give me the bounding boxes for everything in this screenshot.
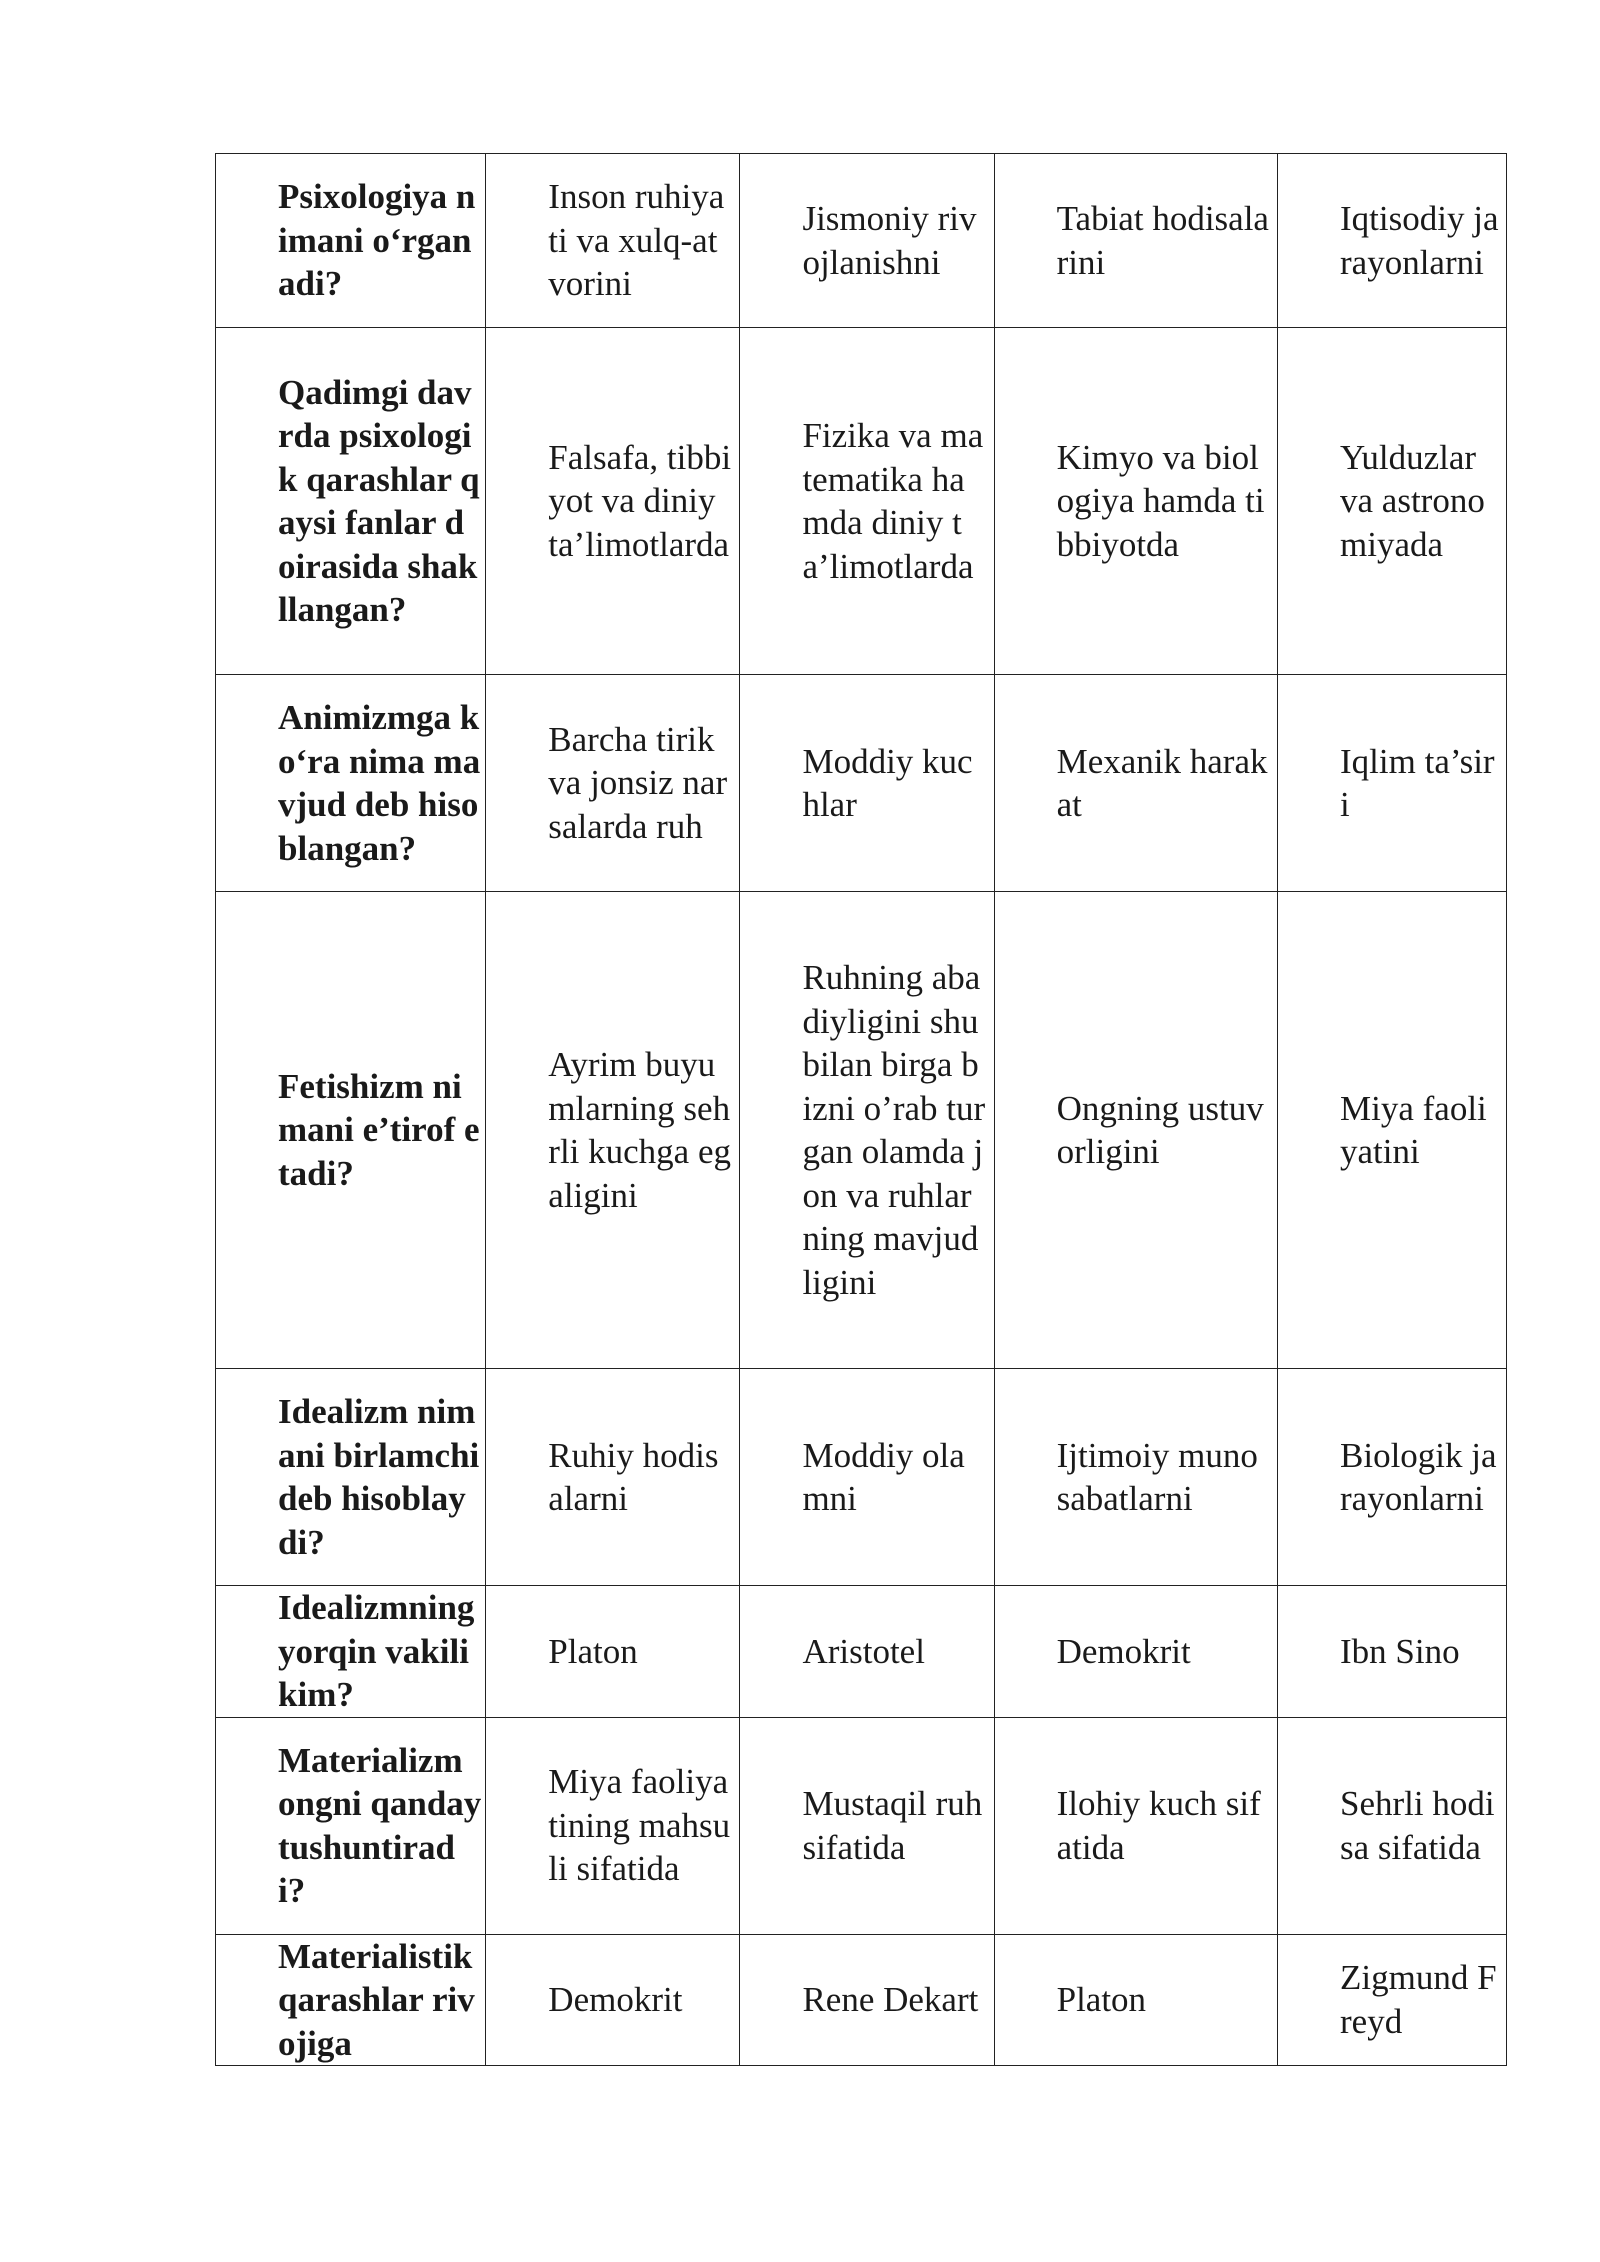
option-b-cell: Moddiy kuchlar bbox=[740, 675, 994, 892]
option-c-cell: Ongning ustuvorligini bbox=[994, 892, 1277, 1369]
table-row bbox=[216, 1369, 1507, 1586]
option-c-cell: Mexanik harakat bbox=[994, 675, 1277, 892]
option-a-cell: Demokrit bbox=[486, 1934, 740, 2066]
option-c-cell: Kimyo va biologiya hamda tibbiyotda bbox=[994, 328, 1277, 675]
option-b-cell: Mustaqil ruh sifatida bbox=[740, 1717, 994, 1934]
question-cell: Idealizmning yorqin vakili kim? bbox=[216, 1586, 486, 1718]
option-d-cell: Biologik jarayonlarni bbox=[1278, 1369, 1507, 1586]
option-a-cell: Platon bbox=[486, 1586, 740, 1718]
option-c-cell: Ilohiy kuch sifatida bbox=[994, 1717, 1277, 1934]
option-a-cell: Ruhiy hodisalarni bbox=[486, 1369, 740, 1586]
option-c-cell: Demokrit bbox=[994, 1586, 1277, 1718]
option-a-cell: Barcha tirik va jonsiz narsalarda ruh bbox=[486, 675, 740, 892]
option-a-cell: Miya faoliyatining mahsuli sifatida bbox=[486, 1717, 740, 1934]
option-d-cell: Iqlim ta’siri bbox=[1278, 675, 1507, 892]
option-d-cell: Sehrli hodisa sifatida bbox=[1278, 1717, 1507, 1934]
option-a-cell: Falsafa, tibbiyot va diniy ta’limotlarda bbox=[486, 328, 740, 675]
table-row bbox=[216, 154, 1507, 328]
question-cell: Materialistik qarashlar rivojiga bbox=[216, 1934, 486, 2066]
option-b-cell: Jismoniy rivojlanishni bbox=[740, 154, 994, 328]
table-row bbox=[216, 1586, 1507, 1718]
option-d-cell: Miya faoliyatini bbox=[1278, 892, 1507, 1369]
option-b-cell: Aristotel bbox=[740, 1586, 994, 1718]
quiz-table bbox=[215, 153, 1507, 2066]
table-row bbox=[216, 892, 1507, 1369]
option-d-cell: Ibn Sino bbox=[1278, 1586, 1507, 1718]
option-a-cell: Ayrim buyumlarning sehrli kuchga egaligini bbox=[486, 892, 740, 1369]
table-row bbox=[216, 328, 1507, 675]
option-d-cell: Zigmund Freyd bbox=[1278, 1934, 1507, 2066]
option-b-cell: Moddiy olamni bbox=[740, 1369, 994, 1586]
question-cell: Materializm ongni qanday tushuntiradi? bbox=[216, 1717, 486, 1934]
option-a-cell: Inson ruhiyati va xulq-atvorini bbox=[486, 154, 740, 328]
option-c-cell: Tabiat hodisalarini bbox=[994, 154, 1277, 328]
option-d-cell: Iqtisodiy jarayonlarni bbox=[1278, 154, 1507, 328]
question-cell: Animizmga ko‘ra nima mavjud deb hisoblangan? bbox=[216, 675, 486, 892]
question-cell: Psixologiya nimani o‘rganadi? bbox=[216, 154, 486, 328]
option-c-cell: Platon bbox=[994, 1934, 1277, 2066]
option-b-cell: Ruhning abadiyligini shu bilan birga bizni o’rab turgan olamda jon va ruhlarning mavjudligini bbox=[740, 892, 994, 1369]
option-b-cell: Rene Dekart bbox=[740, 1934, 994, 2066]
option-b-cell: Fizika va matematika hamda diniy ta’limotlarda bbox=[740, 328, 994, 675]
option-d-cell: Yulduzlar va astronomiyada bbox=[1278, 328, 1507, 675]
table-row bbox=[216, 1934, 1507, 2066]
question-cell: Fetishizm nimani e’tirof etadi? bbox=[216, 892, 486, 1369]
table-row bbox=[216, 1717, 1507, 1934]
option-c-cell: Ijtimoiy munosabatlarni bbox=[994, 1369, 1277, 1586]
table-row bbox=[216, 675, 1507, 892]
question-cell: Qadimgi davrda psixologik qarashlar qaysi fanlar doirasida shakllangan? bbox=[216, 328, 486, 675]
question-cell: Idealizm nimani birlamchi deb hisoblaydi? bbox=[216, 1369, 486, 1586]
